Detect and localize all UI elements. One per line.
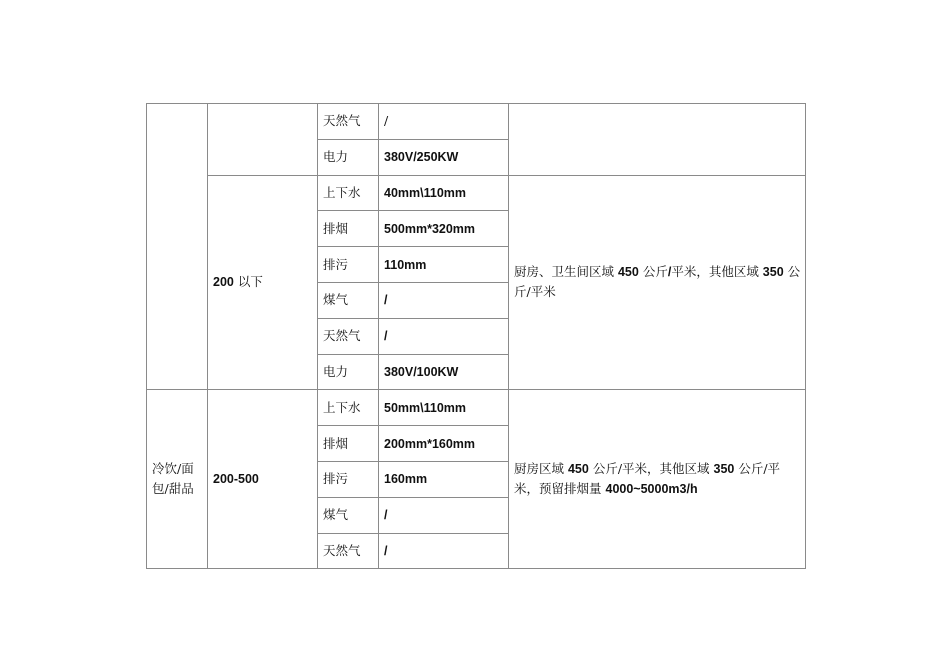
value-cell: /: [379, 497, 509, 533]
value-cell: /: [379, 318, 509, 354]
item-cell: 电力: [318, 354, 379, 390]
note-number: 450: [567, 462, 589, 477]
item-cell: 电力: [318, 139, 379, 175]
item-cell: 排污: [318, 461, 379, 497]
value-cell: 380V/100KW: [379, 354, 509, 390]
item-cell: 天然气: [318, 533, 379, 569]
note-cell: [509, 390, 806, 569]
item-cell: 上下水: [318, 390, 379, 426]
value-cell: 500mm*320mm: [379, 211, 509, 247]
value-cell: /: [379, 282, 509, 318]
value-cell: 110mm: [379, 247, 509, 283]
item-cell: 排烟: [318, 426, 379, 462]
note-text: 公斤/平米: [514, 264, 801, 300]
note-text: 厨房区域: [514, 461, 568, 477]
category-cell: [147, 104, 208, 390]
note-text: ，预留排烟量: [526, 481, 606, 497]
note-text: 公斤/平米，其他区域: [588, 461, 714, 477]
item-cell: 上下水: [318, 175, 379, 211]
note-number: 350: [762, 265, 784, 280]
range-cell: [208, 175, 318, 390]
category-cell: [147, 390, 208, 569]
note-number: 350: [713, 462, 735, 477]
table-row: [147, 175, 806, 211]
value-cell: 50mm\110mm: [379, 390, 509, 426]
item-cell: 煤气: [318, 497, 379, 533]
note-cell: [509, 104, 806, 176]
table-row: [147, 390, 806, 426]
table-row: [147, 104, 806, 140]
value-cell: 200mm*160mm: [379, 426, 509, 462]
item-cell: 排污: [318, 247, 379, 283]
requirements-table: [146, 103, 806, 569]
value-cell: 160mm: [379, 461, 509, 497]
note-text: 公斤/平米: [514, 461, 781, 497]
item-cell: 天然气: [318, 318, 379, 354]
note-text: 公斤: [638, 264, 668, 280]
value-cell: /: [379, 104, 509, 140]
item-cell: 天然气: [318, 104, 379, 140]
range-suffix: 以下: [233, 274, 263, 290]
range-cell: 200-500: [208, 390, 318, 569]
note-number: 450: [617, 265, 639, 280]
value-cell: 380V/250KW: [379, 139, 509, 175]
item-cell: 排烟: [318, 211, 379, 247]
value-cell: /: [379, 533, 509, 569]
note-text: 厨房、卫生间区域: [514, 264, 618, 280]
value-cell: 40mm\110mm: [379, 175, 509, 211]
range-cell: [208, 104, 318, 176]
range-number: 200: [213, 275, 234, 290]
note-number: /: [667, 265, 672, 280]
category-label: 冷饮/面: [152, 461, 194, 477]
category-label: 包/甜品: [152, 481, 194, 497]
note-text: 平米，其他区域: [671, 264, 763, 280]
item-cell: 煤气: [318, 282, 379, 318]
note-cell: [509, 175, 806, 390]
note-number: 4000~5000m3/h: [605, 482, 698, 497]
